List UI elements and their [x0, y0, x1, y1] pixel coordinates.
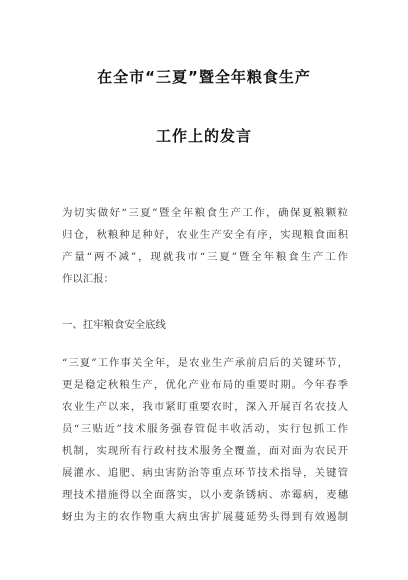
body-line-2: 更是稳定秋粮生产，优化产业布局的重要时期。今年春季: [62, 379, 348, 391]
intro-line-1: 为切实做好“三夏”暨全年粮食生产工作，确保夏粮颗粒: [62, 207, 348, 219]
intro-line-2: 归仓，秋粮种足种好，农业生产安全有序，实现粮食面积: [62, 229, 348, 241]
intro-line-4: 作以汇报：: [62, 273, 114, 285]
section-heading-text: 一、扛牢粮食安全底线: [62, 319, 166, 331]
body-line-7: 理技术措施得以全面落实，以小麦条锈病、赤霉病，麦穗: [62, 489, 348, 501]
section-heading: [62, 314, 348, 336]
body-line-5: 机制，实现所有行政村技术服务全覆盖，面对面为农民开: [62, 445, 348, 457]
body-paragraph: [62, 352, 348, 528]
intro-line-3: 产量“两不减”，现就我市“三夏”暨全年粮食生产工作: [62, 251, 348, 263]
body-line-1: “三夏”工作事关全年，是农业生产承前启后的关键环节，: [62, 357, 348, 369]
body-line-4: 员“三贴近”技术服务强春管促丰收活动，实行包抓工作: [62, 423, 348, 435]
body-line-3: 农业生产以来，我市紧盯重要农时，深入开展百名农技人: [62, 401, 348, 413]
document-title-line-1: 在全市“三夏”暨全年粮食生产: [97, 68, 311, 86]
body-line-8: 蚜虫为主的农作物重大病虫害扩展蔓延势头得到有效遏制: [62, 511, 348, 523]
body-line-6: 展灌水、追肥、病虫害防治等重点环节技术指导，关键管: [62, 467, 348, 479]
intro-paragraph: [62, 202, 348, 290]
document-title-line-2: 工作上的发言: [155, 127, 252, 145]
